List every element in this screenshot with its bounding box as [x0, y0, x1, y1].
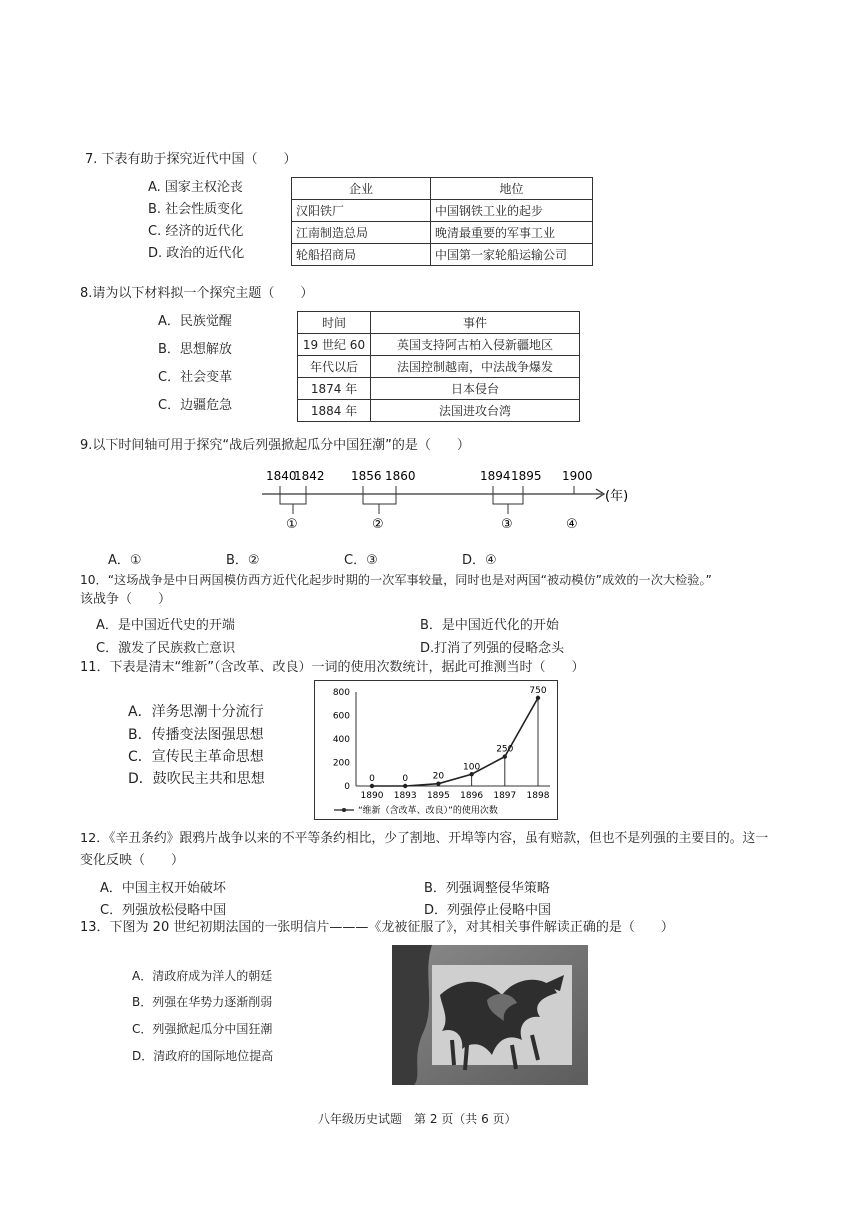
- timeline-marker: ①: [286, 517, 298, 532]
- timeline-year: 1895: [511, 469, 542, 483]
- q11-option-d[interactable]: D．鼓吹民主共和思想: [128, 771, 265, 787]
- x-tick-label: 1896: [460, 791, 484, 801]
- q9-option-c[interactable]: C．③: [344, 553, 378, 568]
- q8-stem: 8.请为以下材料拟一个探究主题（ ）: [80, 286, 314, 301]
- table-cell: 1874 年: [298, 378, 371, 400]
- table-cell: 法国控制越南，中法战争爆发: [371, 356, 580, 378]
- data-point: [436, 781, 440, 785]
- data-point: [536, 696, 540, 700]
- table-cell: 汉阳铁厂: [292, 200, 431, 222]
- table-cell: 日本侵台: [371, 378, 580, 400]
- table-header-time: 时间: [298, 312, 371, 334]
- timeline-unit: (年): [605, 489, 629, 504]
- q7-option-d[interactable]: D. 政治的近代化: [148, 246, 245, 261]
- q10-stem: 10．“这场战争是中日两国模仿西方近代化起步时期的一次军事较量，同时也是对两国“被动模仿”成效的一次大检验。”: [80, 573, 712, 587]
- data-point: [403, 784, 407, 788]
- data-label: 250: [496, 744, 514, 755]
- q13-option-a[interactable]: A．清政府成为洋人的朝廷: [132, 969, 273, 983]
- q13-postcard-image: [392, 945, 588, 1085]
- table-row: [292, 222, 593, 244]
- x-tick-label: 1890: [360, 791, 384, 801]
- page-footer: 八年级历史试题 第 2 页（共 6 页）: [318, 1112, 517, 1126]
- q9-option-d[interactable]: D．④: [462, 553, 497, 568]
- q7-stem: 7. 下表有助于探究近代中国（ ）: [85, 152, 297, 167]
- q8-option-b[interactable]: B．思想解放: [158, 342, 232, 357]
- q9-option-b[interactable]: B．②: [226, 553, 260, 568]
- data-label: 0: [402, 774, 409, 784]
- q12-stem: 12．《辛丑条约》跟鸦片战争以来的不平等条约相比，少了割地、开埠等内容，虽有赔款，但也不是列强的主要目的。这一: [80, 831, 769, 846]
- timeline-year: 1894: [480, 469, 511, 483]
- table-row: [298, 334, 580, 356]
- q13-option-d[interactable]: D．清政府的国际地位提高: [132, 1049, 274, 1063]
- q7-table: [291, 177, 593, 266]
- table-cell: 中国第一家轮船运输公司: [431, 244, 593, 266]
- q10-option-a[interactable]: A．是中国近代史的开端: [96, 618, 235, 633]
- q7-option-a[interactable]: A. 国家主权沦丧: [148, 180, 243, 195]
- q8-option-d[interactable]: C．边疆危急: [158, 398, 233, 413]
- q12-option-b[interactable]: B．列强调整侵华策略: [424, 881, 550, 896]
- table-row: [298, 378, 580, 400]
- table-cell: 英国支持阿古柏入侵新疆地区: [371, 334, 580, 356]
- x-tick-label: 1895: [426, 791, 450, 801]
- q8-option-a[interactable]: A．民族觉醒: [158, 314, 232, 329]
- table-row: [292, 178, 593, 200]
- q11-option-c[interactable]: C．宣传民主革命思想: [128, 749, 264, 765]
- q13-stem: 13．下图为 20 世纪初期法国的一张明信片———《龙被征服了》，对其相关事件解读正确的是（ ）: [80, 920, 674, 935]
- q13-option-b[interactable]: B．列强在华势力逐渐削弱: [132, 995, 273, 1009]
- q9-timeline: [250, 462, 640, 542]
- table-cell: 晚清最重要的军事工业: [431, 222, 593, 244]
- timeline-year: 1860: [385, 469, 416, 483]
- q8-table: [297, 311, 580, 422]
- q11-option-a[interactable]: A．洋务思潮十分流行: [128, 704, 264, 720]
- y-tick-label: 0: [344, 782, 350, 792]
- q7-option-c[interactable]: C. 经济的近代化: [148, 224, 244, 239]
- table-row: [298, 400, 580, 422]
- table-row: [292, 244, 593, 266]
- timeline-marker: ②: [372, 517, 384, 532]
- q12-stem-cont: 变化反映（ ）: [80, 853, 185, 868]
- table-cell: 中国钢铁工业的起步: [431, 200, 593, 222]
- timeline-bracket: [280, 486, 306, 504]
- timeline-bracket: [493, 486, 523, 504]
- q10-option-c[interactable]: C．激发了民族救亡意识: [96, 641, 236, 656]
- q10-option-d[interactable]: D.打消了列强的侵略念头: [420, 641, 565, 656]
- timeline-bracket: [363, 486, 396, 504]
- legend-marker: [342, 808, 346, 812]
- chart-legend: “维新（含改革、改良）”的使用次数: [358, 806, 498, 816]
- series-line: [372, 698, 538, 786]
- timeline-year: 1840: [266, 469, 297, 483]
- q11-option-b[interactable]: B．传播变法图强思想: [128, 727, 264, 743]
- timeline-year: 1900: [562, 469, 593, 483]
- y-tick-label: 400: [332, 735, 350, 745]
- table-cell: 法国进攻台湾: [371, 400, 580, 422]
- table-cell: 1884 年: [298, 400, 371, 422]
- q8-option-c[interactable]: C．社会变革: [158, 370, 233, 385]
- timeline-marker: ④: [566, 517, 578, 532]
- q11-line-chart: [314, 680, 558, 820]
- q12-option-a[interactable]: A．中国主权开始破坏: [100, 881, 226, 896]
- table-row: [292, 200, 593, 222]
- y-tick-label: 800: [332, 688, 350, 698]
- data-point: [469, 772, 473, 776]
- q9-option-a[interactable]: A．①: [108, 553, 142, 568]
- y-tick-label: 600: [332, 711, 350, 722]
- y-tick-label: 200: [332, 758, 350, 769]
- table-cell: 轮船招商局: [292, 244, 431, 266]
- timeline-year: 1842: [294, 469, 325, 483]
- table-cell: 江南制造总局: [292, 222, 431, 244]
- table-header-status: 地位: [431, 178, 593, 200]
- q7-option-b[interactable]: B. 社会性质变化: [148, 202, 244, 217]
- timeline-year: 1856: [351, 469, 382, 483]
- data-label: 100: [463, 762, 481, 773]
- q12-option-c[interactable]: C．列强放松侵略中国: [100, 903, 227, 918]
- data-label: 20: [432, 771, 445, 782]
- q10-stem-cont: 该战争（ ）: [80, 592, 172, 607]
- q11-stem: 11．下表是清末“维新”（含改革、改良）一词的使用次数统计，据此可推测当时（ ）: [80, 660, 585, 675]
- x-tick-label: 1893: [393, 791, 417, 801]
- table-row: [298, 312, 580, 334]
- q13-option-c[interactable]: C．列强掀起瓜分中国狂潮: [132, 1022, 273, 1036]
- q12-option-d[interactable]: D．列强停止侵略中国: [424, 903, 552, 918]
- data-point: [503, 754, 507, 758]
- data-label: 0: [369, 774, 375, 784]
- table-row: [298, 356, 580, 378]
- data-label: 750: [529, 685, 547, 696]
- table-header-enterprise: 企业: [292, 178, 431, 200]
- table-cell: 19 世纪 60: [298, 334, 371, 356]
- x-tick-label: 1897: [493, 791, 517, 801]
- data-point: [370, 784, 374, 788]
- q10-option-b[interactable]: B．是中国近代化的开始: [420, 618, 559, 633]
- table-header-event: 事件: [371, 312, 580, 334]
- x-tick-label: 1898: [526, 791, 550, 801]
- timeline-marker: ③: [501, 517, 513, 532]
- q9-stem: 9.以下时间轴可用于探究“战后列强掀起瓜分中国狂潮”的是（ ）: [80, 438, 470, 453]
- table-cell: 年代以后: [298, 356, 371, 378]
